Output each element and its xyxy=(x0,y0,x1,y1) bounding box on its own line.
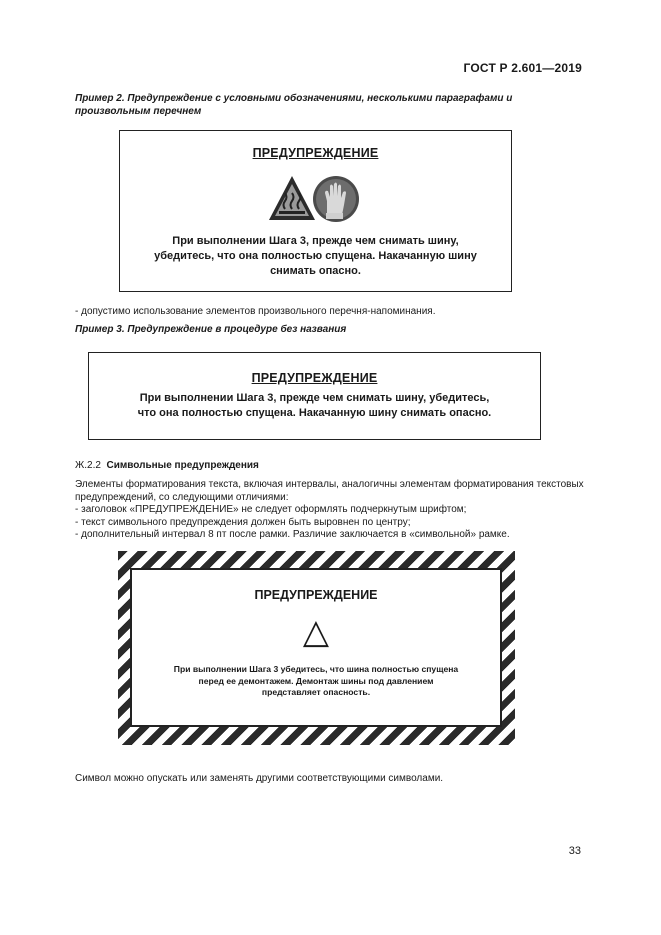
example2-line3: снимать опасно. xyxy=(270,265,361,277)
example3-warning-box xyxy=(88,352,541,440)
section-body xyxy=(75,479,585,542)
example3-warning-text xyxy=(89,391,540,421)
symbolic-warning-box xyxy=(130,568,502,727)
list-item: - заголовок «ПРЕДУПРЕЖДЕНИЕ» не следует оформлять подчеркнутым шрифтом; xyxy=(75,504,467,515)
list-item: - текст символьного предупреждения должен быть выровнен по центру; xyxy=(75,516,411,528)
list-item: - дополнительный интервал 8 пт после рамки. Различие заключается в «символьной» рамке. xyxy=(75,529,510,540)
footer-note: Символ можно опускать или заменять другими соответствующими символами. xyxy=(75,773,444,784)
document-standard-header: ГОСТ Р 2.601—2019 xyxy=(463,61,582,75)
symbolic-line2: перед ее демонтажем. Демонтаж шины под давлением xyxy=(198,675,434,686)
example2-line2: убедитесь, что она полностью спущена. Накачанную шину xyxy=(154,250,477,262)
symbolic-warning-text xyxy=(132,664,500,699)
example3-caption: Пример 3. Предупреждение в процедуре без названия xyxy=(75,324,347,335)
example2-warning-box xyxy=(119,130,512,292)
example2-caption: Пример 2. Предупреждение с условными обозначениями, несколькими параграфами и произвольным перечнем xyxy=(75,93,513,117)
example2-warning-text xyxy=(120,234,511,279)
page-number: 33 xyxy=(568,845,581,857)
wear-gloves-icon xyxy=(312,175,360,223)
section-title: Символьные предупреждения xyxy=(106,460,259,471)
section-intro: Элементы форматирования текста, включая интервалы, аналогичны элементам форматирования текстовых предупреждений, со следующими отличиями: xyxy=(75,479,584,503)
symbolic-line3: представляет опасность. xyxy=(261,687,371,697)
symbolic-warning-title: ПРЕДУПРЕЖДЕНИЕ xyxy=(254,588,378,602)
symbolic-warning-frame xyxy=(118,551,515,745)
section-number: Ж.2.2 xyxy=(75,460,101,471)
example2-line1: При выполнении Шага 3, прежде чем снимать шину, xyxy=(172,235,459,247)
section-heading xyxy=(75,460,585,473)
example2-warning-title: ПРЕДУПРЕЖДЕНИЕ xyxy=(252,146,379,160)
example3-line1: При выполнении Шага 3, прежде чем снимать шину, убедитесь, xyxy=(139,392,490,404)
warning-triangle-icon: △ xyxy=(302,613,330,651)
note-permitted: - допустимо использование элементов произвольного перечня-напоминания. xyxy=(75,306,436,317)
hot-surface-warning-icon xyxy=(267,174,317,222)
example3-warning-title: ПРЕДУПРЕЖДЕНИЕ xyxy=(251,371,378,385)
symbolic-line1: При выполнении Шага 3 убедитесь, что шина полностью спущена xyxy=(173,664,459,674)
example3-line2: что она полностью спущена. Накачанную шину снимать опасно. xyxy=(137,407,492,419)
